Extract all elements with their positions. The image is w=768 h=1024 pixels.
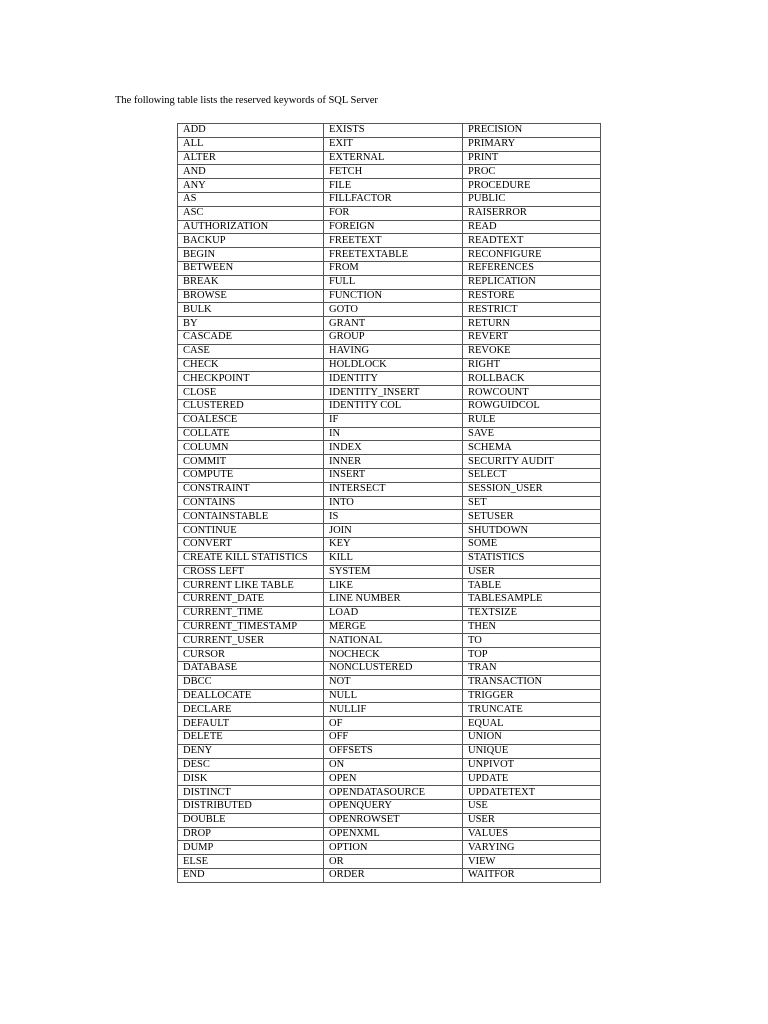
keyword-cell: BY <box>178 317 324 331</box>
keyword-cell: MERGE <box>324 620 463 634</box>
table-row <box>178 427 601 441</box>
keyword-cell: ASC <box>178 206 324 220</box>
table-row <box>178 510 601 524</box>
table-row <box>178 344 601 358</box>
table-row <box>178 620 601 634</box>
keyword-cell: PRECISION <box>463 124 601 138</box>
keyword-cell: TRIGGER <box>463 689 601 703</box>
keyword-cell: ADD <box>178 124 324 138</box>
table-row <box>178 372 601 386</box>
keyword-cell: BREAK <box>178 275 324 289</box>
keyword-cell: COLLATE <box>178 427 324 441</box>
keyword-cell: CURRENT_TIMESTAMP <box>178 620 324 634</box>
keyword-cell: BULK <box>178 303 324 317</box>
keyword-cell: PRIMARY <box>463 137 601 151</box>
keyword-cell: TABLE <box>463 579 601 593</box>
table-row <box>178 579 601 593</box>
keyword-cell: EXISTS <box>324 124 463 138</box>
keyword-cell: CHECK <box>178 358 324 372</box>
keyword-cell: CLOSE <box>178 386 324 400</box>
keyword-cell: CONTAINS <box>178 496 324 510</box>
keyword-cell: LOAD <box>324 606 463 620</box>
keyword-cell: JOIN <box>324 524 463 538</box>
keyword-cell: STATISTICS <box>463 551 601 565</box>
keyword-cell: FREETEXTABLE <box>324 248 463 262</box>
keyword-cell: CURRENT_DATE <box>178 593 324 607</box>
keyword-cell: ALL <box>178 137 324 151</box>
keyword-cell: RAISERROR <box>463 206 601 220</box>
table-row <box>178 813 601 827</box>
keyword-cell: TRANSACTION <box>463 675 601 689</box>
table-row <box>178 468 601 482</box>
keyword-cell: SYSTEM <box>324 565 463 579</box>
keyword-cell: ON <box>324 758 463 772</box>
keyword-cell: CASE <box>178 344 324 358</box>
keyword-cell: SCHEMA <box>463 441 601 455</box>
keyword-cell: UNIQUE <box>463 744 601 758</box>
keyword-cell: UNION <box>463 731 601 745</box>
table-row <box>178 482 601 496</box>
keyword-cell: ANY <box>178 179 324 193</box>
table-row <box>178 124 601 138</box>
keyword-cell: FILE <box>324 179 463 193</box>
keyword-cell: COMPUTE <box>178 468 324 482</box>
keyword-cell: ELSE <box>178 855 324 869</box>
keyword-cell: IDENTITY <box>324 372 463 386</box>
keyword-cell: SESSION_USER <box>463 482 601 496</box>
table-row <box>178 165 601 179</box>
keyword-cell: AUTHORIZATION <box>178 220 324 234</box>
keyword-cell: INTERSECT <box>324 482 463 496</box>
keyword-cell: BROWSE <box>178 289 324 303</box>
keyword-cell: PROCEDURE <box>463 179 601 193</box>
table-row <box>178 386 601 400</box>
keyword-cell: GROUP <box>324 330 463 344</box>
keyword-cell: CLUSTERED <box>178 399 324 413</box>
keyword-cell: DECLARE <box>178 703 324 717</box>
keyword-cell: RULE <box>463 413 601 427</box>
table-row <box>178 565 601 579</box>
table-row <box>178 303 601 317</box>
keyword-cell: OPTION <box>324 841 463 855</box>
keyword-cell: DBCC <box>178 675 324 689</box>
keyword-cell: OPENDATASOURCE <box>324 786 463 800</box>
keyword-cell: DEALLOCATE <box>178 689 324 703</box>
keyword-cell: THEN <box>463 620 601 634</box>
table-row <box>178 551 601 565</box>
keyword-cell: ROLLBACK <box>463 372 601 386</box>
table-row <box>178 869 601 883</box>
keyword-cell: CROSS LEFT <box>178 565 324 579</box>
keyword-cell: RETURN <box>463 317 601 331</box>
keyword-cell: HAVING <box>324 344 463 358</box>
keyword-cell: SOME <box>463 537 601 551</box>
table-row <box>178 606 601 620</box>
keyword-cell: HOLDLOCK <box>324 358 463 372</box>
keyword-cell: DENY <box>178 744 324 758</box>
table-row <box>178 786 601 800</box>
keyword-cell: IN <box>324 427 463 441</box>
keyword-cell: NONCLUSTERED <box>324 662 463 676</box>
keyword-cell: ROWGUIDCOL <box>463 399 601 413</box>
table-row <box>178 689 601 703</box>
keyword-cell: FREETEXT <box>324 234 463 248</box>
keyword-cell: IDENTITY COL <box>324 399 463 413</box>
table-row <box>178 537 601 551</box>
table-row <box>178 455 601 469</box>
reserved-keywords-table-body <box>178 124 601 883</box>
keyword-cell: OFFSETS <box>324 744 463 758</box>
keyword-cell: ALTER <box>178 151 324 165</box>
keyword-cell: SELECT <box>463 468 601 482</box>
keyword-cell: DATABASE <box>178 662 324 676</box>
keyword-cell: SAVE <box>463 427 601 441</box>
keyword-cell: DEFAULT <box>178 717 324 731</box>
table-row <box>178 317 601 331</box>
keyword-cell: COMMIT <box>178 455 324 469</box>
keyword-cell: UPDATE <box>463 772 601 786</box>
keyword-cell: CONVERT <box>178 537 324 551</box>
keyword-cell: CREATE KILL STATISTICS <box>178 551 324 565</box>
keyword-cell: IDENTITY_INSERT <box>324 386 463 400</box>
table-row <box>178 358 601 372</box>
keyword-cell: CONSTRAINT <box>178 482 324 496</box>
table-row <box>178 703 601 717</box>
table-row <box>178 662 601 676</box>
table-row <box>178 758 601 772</box>
keyword-cell: OFF <box>324 731 463 745</box>
keyword-cell: SET <box>463 496 601 510</box>
keyword-cell: RESTRICT <box>463 303 601 317</box>
keyword-cell: ORDER <box>324 869 463 883</box>
table-row <box>178 772 601 786</box>
table-row <box>178 137 601 151</box>
table-row <box>178 441 601 455</box>
keyword-cell: TEXTSIZE <box>463 606 601 620</box>
keyword-cell: KEY <box>324 537 463 551</box>
keyword-cell: FETCH <box>324 165 463 179</box>
table-row <box>178 151 601 165</box>
keyword-cell: CONTAINSTABLE <box>178 510 324 524</box>
table-row <box>178 206 601 220</box>
keyword-cell: DISTINCT <box>178 786 324 800</box>
keyword-cell: INSERT <box>324 468 463 482</box>
keyword-cell: OPEN <box>324 772 463 786</box>
keyword-cell: SECURITY AUDIT <box>463 455 601 469</box>
table-row <box>178 179 601 193</box>
keyword-cell: EXTERNAL <box>324 151 463 165</box>
table-row <box>178 800 601 814</box>
keyword-cell: UPDATETEXT <box>463 786 601 800</box>
keyword-cell: AS <box>178 192 324 206</box>
keyword-cell: NULLIF <box>324 703 463 717</box>
intro-text: The following table lists the reserved keywords of SQL Server <box>115 95 378 106</box>
table-row <box>178 496 601 510</box>
keyword-cell: CASCADE <box>178 330 324 344</box>
keyword-cell: RECONFIGURE <box>463 248 601 262</box>
keyword-cell: RIGHT <box>463 358 601 372</box>
table-row <box>178 744 601 758</box>
keyword-cell: READ <box>463 220 601 234</box>
keyword-cell: OF <box>324 717 463 731</box>
table-row <box>178 413 601 427</box>
table-row <box>178 220 601 234</box>
table-row <box>178 717 601 731</box>
keyword-cell: REVERT <box>463 330 601 344</box>
keyword-cell: FOR <box>324 206 463 220</box>
keyword-cell: TABLESAMPLE <box>463 593 601 607</box>
keyword-cell: COALESCE <box>178 413 324 427</box>
keyword-cell: PROC <box>463 165 601 179</box>
keyword-cell: COLUMN <box>178 441 324 455</box>
keyword-cell: NOCHECK <box>324 648 463 662</box>
keyword-cell: UNPIVOT <box>463 758 601 772</box>
keyword-cell: REFERENCES <box>463 261 601 275</box>
keyword-cell: IF <box>324 413 463 427</box>
keyword-cell: CURRENT_TIME <box>178 606 324 620</box>
keyword-cell: SHUTDOWN <box>463 524 601 538</box>
keyword-cell: TRAN <box>463 662 601 676</box>
keyword-cell: USER <box>463 565 601 579</box>
keyword-cell: REPLICATION <box>463 275 601 289</box>
keyword-cell: FOREIGN <box>324 220 463 234</box>
keyword-cell: FILLFACTOR <box>324 192 463 206</box>
keyword-cell: OPENQUERY <box>324 800 463 814</box>
keyword-cell: KILL <box>324 551 463 565</box>
keyword-cell: DELETE <box>178 731 324 745</box>
keyword-cell: FROM <box>324 261 463 275</box>
table-row <box>178 275 601 289</box>
keyword-cell: VALUES <box>463 827 601 841</box>
keyword-cell: EXIT <box>324 137 463 151</box>
table-row <box>178 234 601 248</box>
table-row <box>178 855 601 869</box>
keyword-cell: PUBLIC <box>463 192 601 206</box>
keyword-cell: AND <box>178 165 324 179</box>
reserved-keywords-table <box>177 123 601 883</box>
table-row <box>178 330 601 344</box>
table-row <box>178 399 601 413</box>
keyword-cell: INNER <box>324 455 463 469</box>
keyword-cell: RESTORE <box>463 289 601 303</box>
keyword-cell: END <box>178 869 324 883</box>
table-row <box>178 648 601 662</box>
keyword-cell: INDEX <box>324 441 463 455</box>
keyword-cell: EQUAL <box>463 717 601 731</box>
keyword-cell: CONTINUE <box>178 524 324 538</box>
keyword-cell: OPENROWSET <box>324 813 463 827</box>
keyword-cell: NOT <box>324 675 463 689</box>
keyword-cell: DUMP <box>178 841 324 855</box>
keyword-cell: INTO <box>324 496 463 510</box>
keyword-cell: USE <box>463 800 601 814</box>
keyword-cell: ROWCOUNT <box>463 386 601 400</box>
keyword-cell: CURRENT_USER <box>178 634 324 648</box>
keyword-cell: CURSOR <box>178 648 324 662</box>
keyword-cell: BETWEEN <box>178 261 324 275</box>
keyword-cell: OPENXML <box>324 827 463 841</box>
keyword-cell: DISK <box>178 772 324 786</box>
keyword-cell: DESC <box>178 758 324 772</box>
keyword-cell: VARYING <box>463 841 601 855</box>
keyword-cell: FUNCTION <box>324 289 463 303</box>
keyword-cell: DROP <box>178 827 324 841</box>
table-row <box>178 675 601 689</box>
table-row <box>178 827 601 841</box>
keyword-cell: NATIONAL <box>324 634 463 648</box>
table-row <box>178 289 601 303</box>
keyword-cell: TRUNCATE <box>463 703 601 717</box>
keyword-cell: CHECKPOINT <box>178 372 324 386</box>
keyword-cell: DISTRIBUTED <box>178 800 324 814</box>
keyword-cell: VIEW <box>463 855 601 869</box>
keyword-cell: WAITFOR <box>463 869 601 883</box>
keyword-cell: PRINT <box>463 151 601 165</box>
table-row <box>178 192 601 206</box>
keyword-cell: BEGIN <box>178 248 324 262</box>
keyword-cell: BACKUP <box>178 234 324 248</box>
table-row <box>178 634 601 648</box>
keyword-cell: TO <box>463 634 601 648</box>
keyword-cell: SETUSER <box>463 510 601 524</box>
keyword-cell: GOTO <box>324 303 463 317</box>
keyword-cell: CURRENT LIKE TABLE <box>178 579 324 593</box>
table-row <box>178 731 601 745</box>
keyword-cell: IS <box>324 510 463 524</box>
table-row <box>178 593 601 607</box>
table-row <box>178 248 601 262</box>
keyword-cell: USER <box>463 813 601 827</box>
table-row <box>178 261 601 275</box>
keyword-cell: GRANT <box>324 317 463 331</box>
keyword-cell: TOP <box>463 648 601 662</box>
keyword-cell: READTEXT <box>463 234 601 248</box>
keyword-cell: OR <box>324 855 463 869</box>
keyword-cell: FULL <box>324 275 463 289</box>
table-row <box>178 841 601 855</box>
keyword-cell: LIKE <box>324 579 463 593</box>
keyword-cell: DOUBLE <box>178 813 324 827</box>
table-row <box>178 524 601 538</box>
keyword-cell: LINE NUMBER <box>324 593 463 607</box>
keyword-cell: NULL <box>324 689 463 703</box>
keyword-cell: REVOKE <box>463 344 601 358</box>
